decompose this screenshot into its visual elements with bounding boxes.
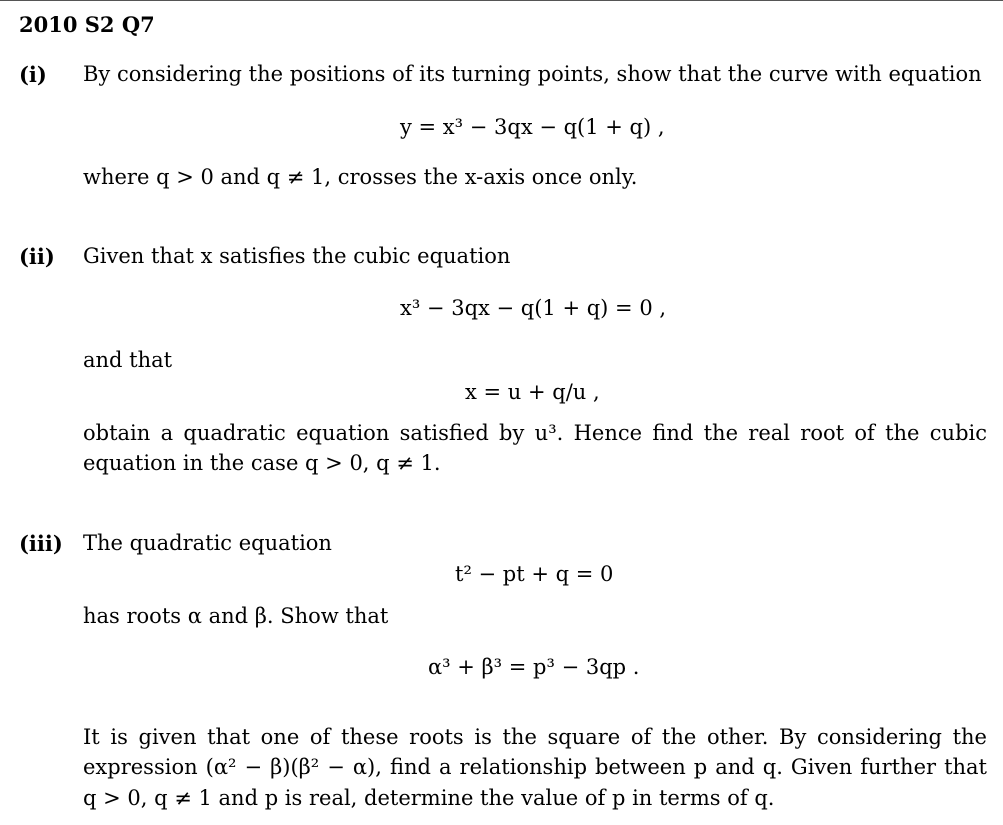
part-ii-and-that: and that [83, 348, 173, 372]
question-title: 2010 S2 Q7 [19, 12, 155, 37]
part-ii-intro: Given that x satisfies the cubic equation [83, 244, 511, 268]
part-iii-text-line3: q > 0, q ≠ 1 and p is real, determine the value of p in terms of q. [83, 786, 775, 810]
part-ii-substitution: x = u + q/u , [465, 380, 600, 404]
part-i-intro: By considering the positions of its turning points, show that the curve with equation [83, 62, 982, 86]
part-iii-text-line1: It is given that one of these roots is the square of the other. By considering the [83, 725, 987, 749]
part-ii-text-line2: equation in the case q > 0, q ≠ 1. [83, 451, 441, 475]
part-iii-intro: The quadratic equation [83, 531, 332, 555]
part-iii-number: (iii) [19, 531, 63, 556]
part-iii-text-line2: expression (α² − β)(β² − α), find a relationship between p and q. Given further that [83, 755, 987, 779]
part-iii-equation: t² − pt + q = 0 [455, 562, 614, 586]
top-border [0, 0, 1003, 1]
part-ii-number: (ii) [19, 244, 55, 269]
part-i-conditions: where q > 0 and q ≠ 1, crosses the x-axis once only. [83, 165, 638, 189]
part-ii-text-line1: obtain a quadratic equation satisfied by u³. Hence find the real root of the cubic [83, 421, 987, 445]
part-iii-roots: has roots α and β. Show that [83, 604, 389, 628]
part-i-number: (i) [19, 62, 47, 87]
part-iii-identity: α³ + β³ = p³ − 3qp . [428, 655, 640, 679]
part-ii-equation: x³ − 3qx − q(1 + q) = 0 , [400, 296, 667, 320]
part-i-equation: y = x³ − 3qx − q(1 + q) , [400, 115, 665, 139]
